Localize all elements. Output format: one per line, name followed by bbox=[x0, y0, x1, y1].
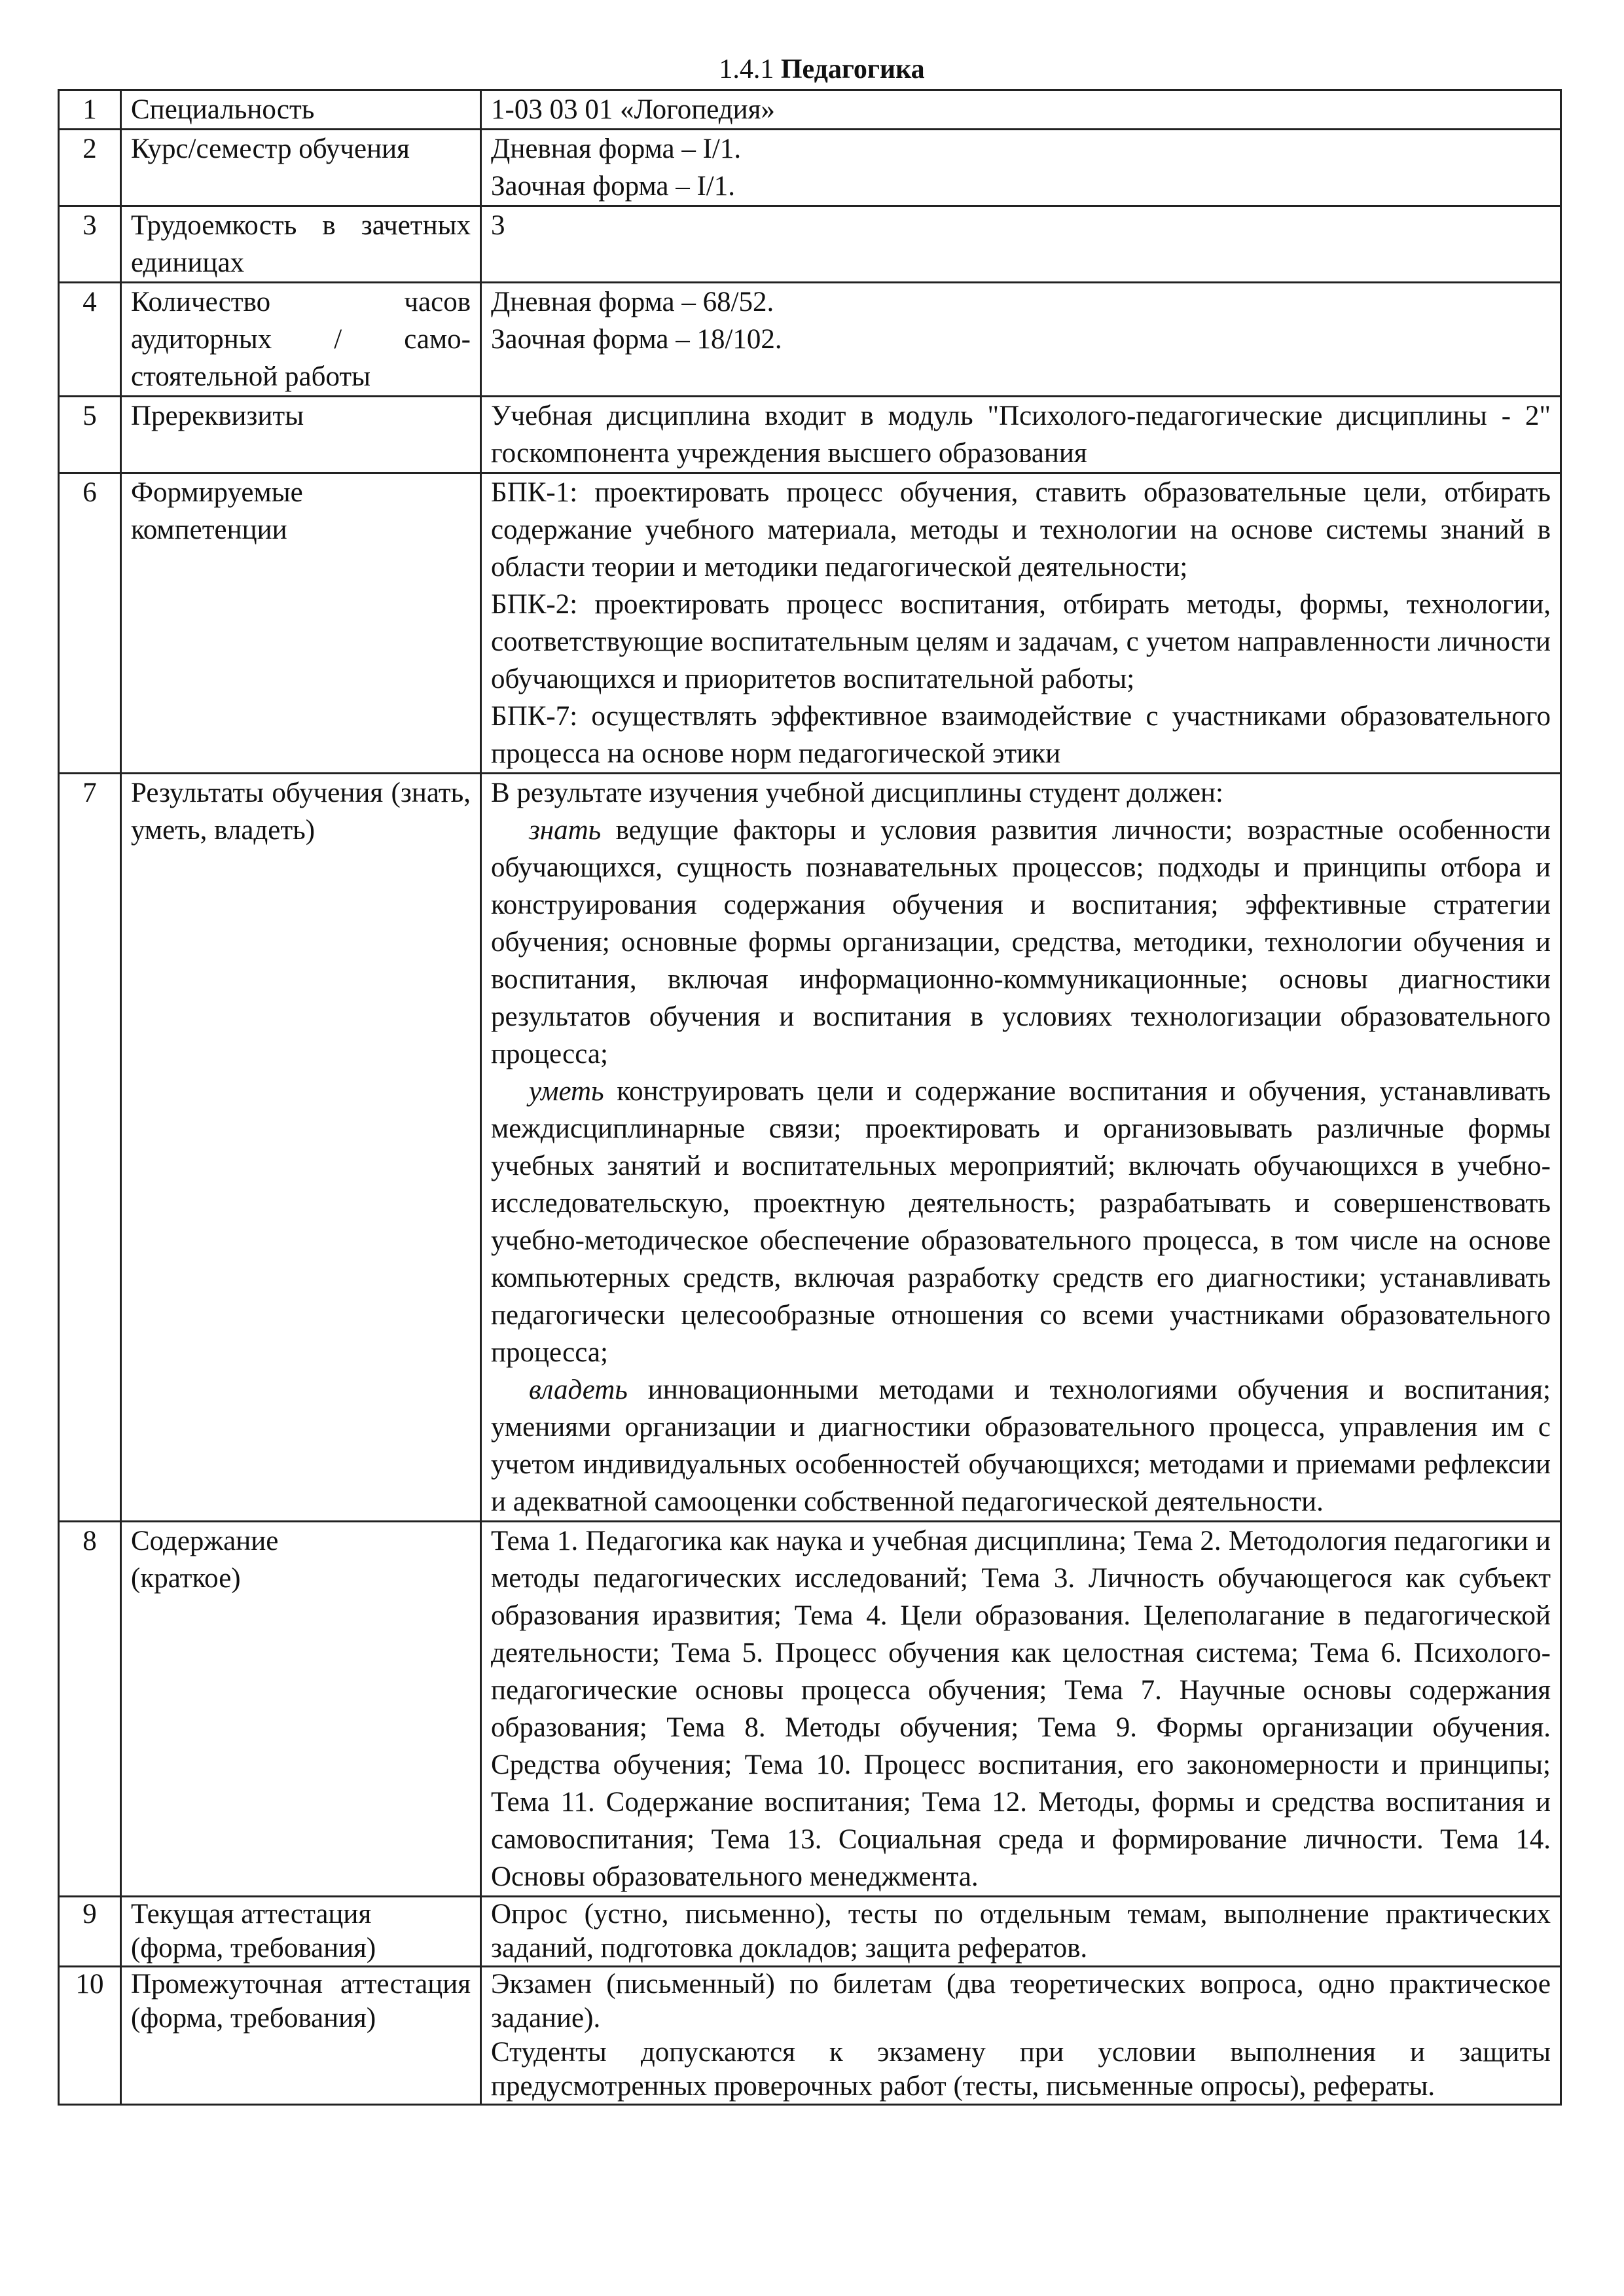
result-term: уметь bbox=[529, 1076, 604, 1107]
row-label: Трудоемкость в зачетных единицах bbox=[121, 206, 481, 283]
row-number: 3 bbox=[59, 206, 121, 283]
row-value bbox=[481, 130, 1561, 206]
row-value bbox=[481, 283, 1561, 397]
competence-item: БПК-7: осуществлять эффективное взаимодействие с участниками образовательного процесса на основе норм педагогической этики bbox=[491, 701, 1551, 769]
row-number: 9 bbox=[59, 1897, 121, 1967]
value-line: Учебная дисциплина входит в модуль "Психолого-педагогические дисциплины - 2" госкомпонента учреждения высшего образования bbox=[491, 401, 1551, 469]
row-label: Курс/семестр обучения bbox=[121, 130, 481, 206]
result-item-master bbox=[491, 1371, 1551, 1520]
row-label: Промежуточная аттестация (форма, требования) bbox=[121, 1967, 481, 2105]
row-value bbox=[481, 473, 1561, 774]
value-line: Опрос (устно, письменно), тесты по отдельным темам, выполнение практических заданий, подготовка докладов; защита рефератов. bbox=[491, 1899, 1551, 1964]
value-line: Дневная форма – I/1. bbox=[491, 134, 742, 164]
row-number: 6 bbox=[59, 473, 121, 774]
results-intro: В результате изучения учебной дисциплины студент должен: bbox=[491, 778, 1224, 808]
row-value bbox=[481, 1522, 1561, 1897]
row-value bbox=[481, 206, 1561, 283]
row-number: 1 bbox=[59, 90, 121, 130]
value-line: 1-03 03 01 «Логопедия» bbox=[491, 94, 775, 125]
document-heading bbox=[58, 52, 1560, 89]
result-item-know bbox=[491, 812, 1551, 1073]
row-value bbox=[481, 774, 1561, 1522]
value-line: Заочная форма – 18/102. bbox=[491, 324, 782, 355]
row-label: Пререквизиты bbox=[121, 397, 481, 473]
row-number: 4 bbox=[59, 283, 121, 397]
table-row bbox=[59, 774, 1561, 1522]
table-row bbox=[59, 1897, 1561, 1967]
row-label: Результаты обучения (знать, уметь, владеть) bbox=[121, 774, 481, 1522]
result-text: ведущие факторы и условия развития личности; возрастные особенности обучающихся, сущность познавательных процессов; подходы и принципы отбора и конструирования содержания обучения и воспитания; эффективные стратегии обучения; основные формы организации, средства, методики, технологии обучения и воспитания, включая информационно-коммуникационные; основы диагностики результатов обучения и воспитания в условиях технологизации образовательного процесса; bbox=[491, 815, 1551, 1069]
row-number: 7 bbox=[59, 774, 121, 1522]
table-row bbox=[59, 1967, 1561, 2105]
row-label: Формируемые компетенции bbox=[121, 473, 481, 774]
value-line: Экзамен (письменный) по билетам (два теоретических вопроса, одно практическое задание). bbox=[491, 1969, 1551, 2034]
row-value bbox=[481, 397, 1561, 473]
table-row bbox=[59, 397, 1561, 473]
result-term: знать bbox=[529, 815, 602, 846]
value-line: Заочная форма – I/1. bbox=[491, 171, 735, 202]
value-line: Студенты допускаются к экзамену при условии выполнения и защиты предусмотренных проверочных работ (тесты, письменные опросы), рефераты. bbox=[491, 2037, 1551, 2102]
row-value bbox=[481, 90, 1561, 130]
table-row bbox=[59, 90, 1561, 130]
row-number: 2 bbox=[59, 130, 121, 206]
result-item-can bbox=[491, 1073, 1551, 1371]
row-number: 8 bbox=[59, 1522, 121, 1897]
competence-item: БПК-1: проектировать процесс обучения, ставить образовательные цели, отбирать содержание учебного материала, методы и технологии на основе системы знаний в области теории и методики педагогической деятельности; bbox=[491, 477, 1551, 583]
value-line: 3 bbox=[491, 210, 505, 241]
table-row bbox=[59, 283, 1561, 397]
competence-item: БПК-2: проектировать процесс воспитания, отбирать методы, формы, технологии, соответствующие воспитательным целям и задачам, с учетом направленности личности обучающихся и приоритетов воспитательной работы; bbox=[491, 589, 1551, 694]
result-text: инновационными методами и технологиями обучения и воспитания; умениями организации и диагностики образовательного процесса, управления им с учетом индивидуальных особенностей обучающихся; методами и приемами рефлексии и адекватной самооценки собственной педагогической деятельности. bbox=[491, 1374, 1551, 1517]
value-line: Дневная форма – 68/52. bbox=[491, 287, 774, 317]
table-row bbox=[59, 206, 1561, 283]
content-topics: Тема 1. Педагогика как наука и учебная дисциплина; Тема 2. Методология педагогики и методы педагогических исследований; Тема 3. Личность обучающегося как субъект образования иразвития; Тема 4. Цели образования. Целеполагание в педагогической деятельности; Тема 5. Процесс обучения как целостная система; Тема 6. Психолого-педагогические основы процесса обучения; Тема 7. Научные основы содержания образования; Тема 8. Методы обучения; Тема 9. Формы организации обучения. Средства обучения; Тема 10. Процесс воспитания, его закономерности и принципы; Тема 11. Содержание воспитания; Тема 12. Методы, формы и средства воспитания и самовоспитания; Тема 13. Социальная среда и формирование личности. Тема 14. Основы образовательного менеджмента. bbox=[491, 1526, 1551, 1892]
document-page bbox=[58, 52, 1560, 2106]
row-value bbox=[481, 1897, 1561, 1967]
row-number: 5 bbox=[59, 397, 121, 473]
row-label: Содержание (краткое) bbox=[121, 1522, 481, 1897]
discipline-table bbox=[58, 89, 1562, 2106]
row-value bbox=[481, 1967, 1561, 2105]
table-row bbox=[59, 473, 1561, 774]
result-text: конструировать цели и содержание воспитания и обучения, устанавливать междисциплинарные связи; проектировать и организовывать различные формы учебных занятий и воспитательных мероприятий; включать обучающихся в учебно-исследовательскую, проектную деятельность; разрабатывать и совершенствовать учебно-методическое обеспечение образовательного процесса, в том числе на основе компьютерных средств, включая разработку средств его диагностики; устанавливать педагогически целесообразные отношения со всеми участниками образовательного процесса; bbox=[491, 1076, 1551, 1368]
row-number: 10 bbox=[59, 1967, 121, 2105]
heading-number: 1.4.1 bbox=[719, 54, 774, 84]
result-term: владеть bbox=[529, 1374, 628, 1405]
heading-title: Педагогика bbox=[780, 54, 925, 84]
row-label: Количество часов аудиторных / само-стоятельной работы bbox=[121, 283, 481, 397]
table-row bbox=[59, 1522, 1561, 1897]
row-label: Текущая аттестация (форма, требования) bbox=[121, 1897, 481, 1967]
row-label: Специальность bbox=[121, 90, 481, 130]
table-row bbox=[59, 130, 1561, 206]
